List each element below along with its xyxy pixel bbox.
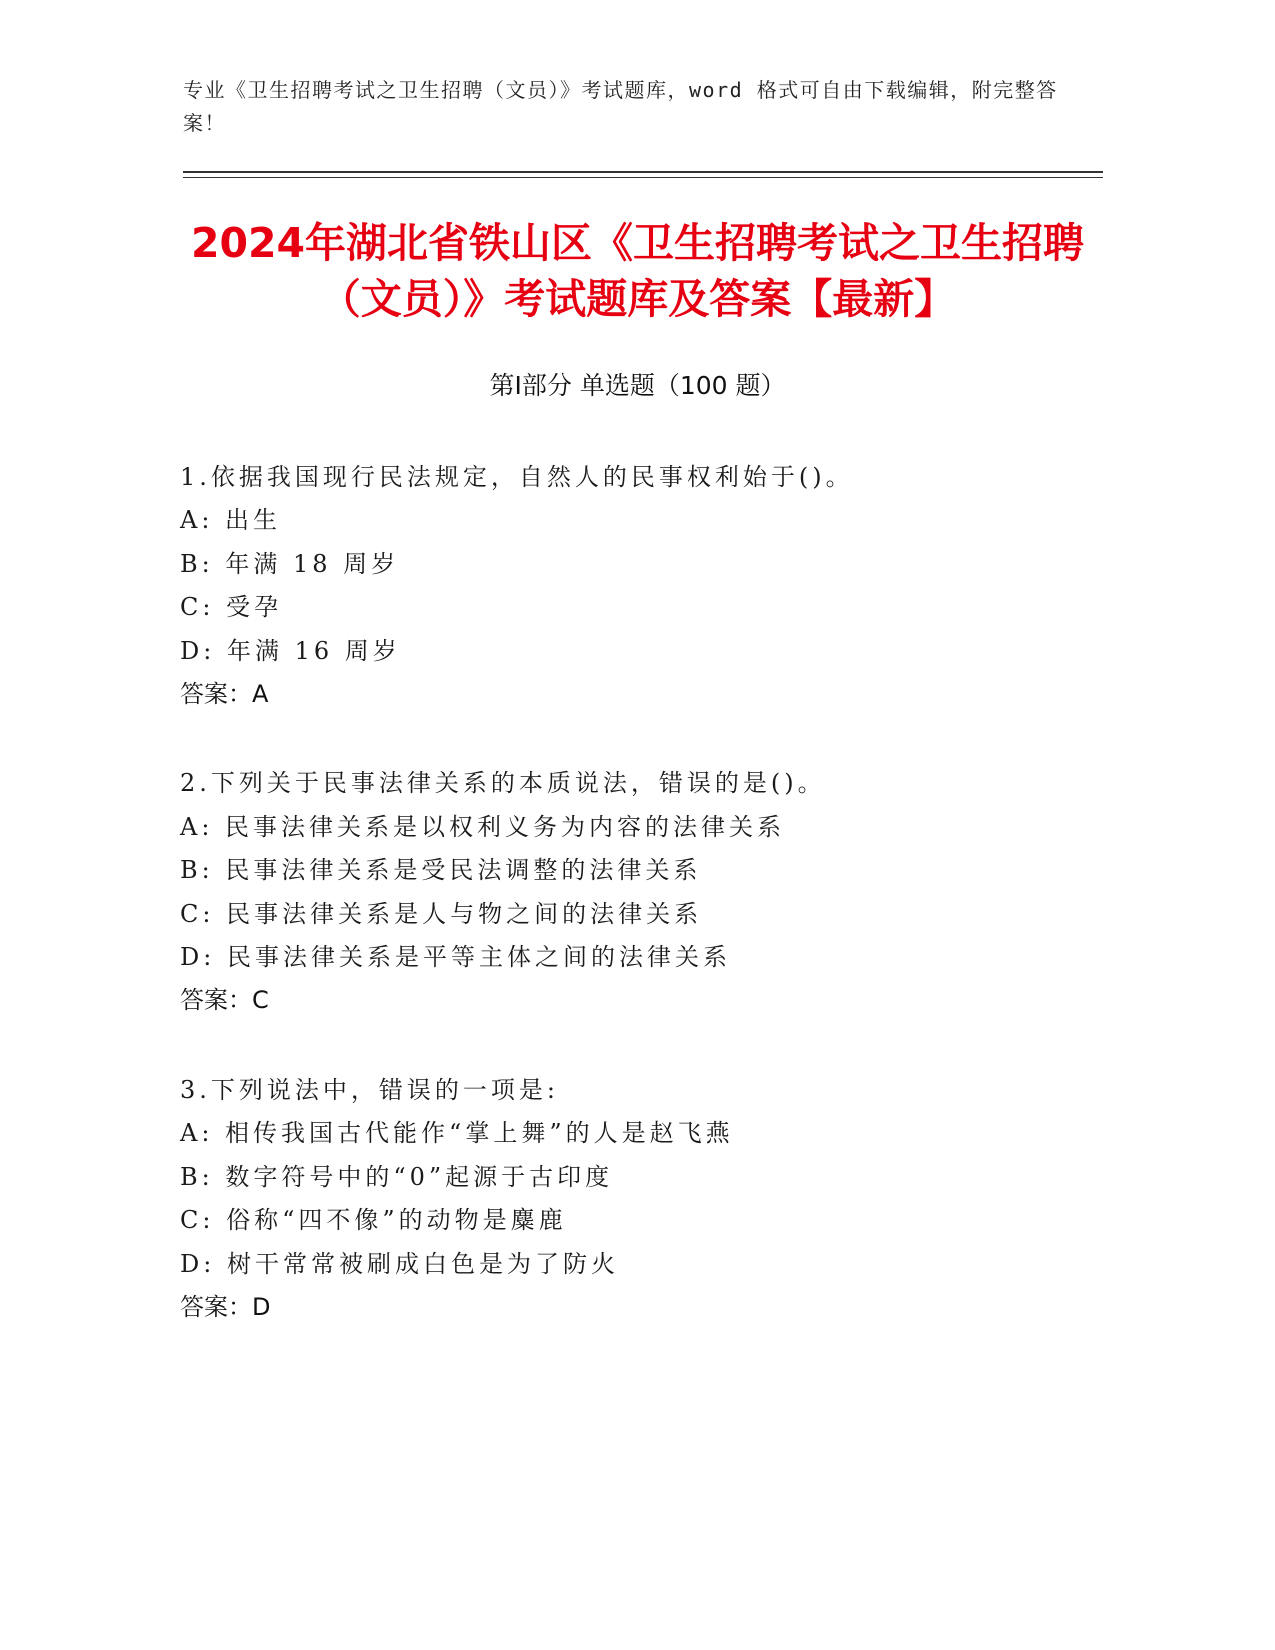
option-c: C: 俗称“四不像”的动物是麋鹿 [180, 1206, 567, 1235]
answer: 答案：C [180, 986, 269, 1015]
header-divider-thick [183, 171, 1103, 173]
option-b: B: 数字符号中的“0”起源于古印度 [180, 1162, 614, 1191]
question-item [180, 456, 1080, 716]
question-stem: 3.下列说法中，错误的一项是: [180, 1075, 559, 1104]
option-a: A: 出生 [180, 506, 282, 535]
document-title: 2024年湖北省铁山区《卫生招聘考试之卫生招聘（文员）》考试题库及答案【最新】 [190, 219, 1085, 323]
option-d: D: 树干常常被刷成白色是为了防火 [180, 1249, 619, 1278]
question-item [180, 762, 1080, 1022]
question-item [180, 1069, 1080, 1329]
question-stem: 2.下列关于民事法律关系的本质说法，错误的是()。 [180, 769, 826, 798]
header-divider-thin [183, 177, 1103, 178]
option-d: D: 年满 16 周岁 [180, 636, 401, 665]
answer: 答案：D [180, 1292, 271, 1321]
option-c: C: 民事法律关系是人与物之间的法律关系 [180, 899, 703, 928]
answer: 答案：A [180, 680, 269, 709]
option-b: B: 民事法律关系是受民法调整的法律关系 [180, 856, 702, 885]
option-c: C: 受孕 [180, 593, 283, 622]
option-b: B: 年满 18 周岁 [180, 549, 400, 578]
option-d: D: 民事法律关系是平等主体之间的法律关系 [180, 943, 731, 972]
question-stem: 1.依据我国现行民法规定，自然人的民事权利始于()。 [180, 463, 854, 491]
option-a: A: 民事法律关系是以权利义务为内容的法律关系 [180, 812, 786, 841]
option-a: A: 相传我国古代能作“掌上舞”的人是赵飞燕 [180, 1119, 734, 1148]
section-title: 第Ⅰ部分 单选题（100 题） [489, 371, 786, 400]
question-list [180, 456, 1080, 1375]
header-note: 专业《卫生招聘考试之卫生招聘（文员）》考试题库，word 格式可自由下载编辑，附完整答案！ [183, 78, 1058, 135]
